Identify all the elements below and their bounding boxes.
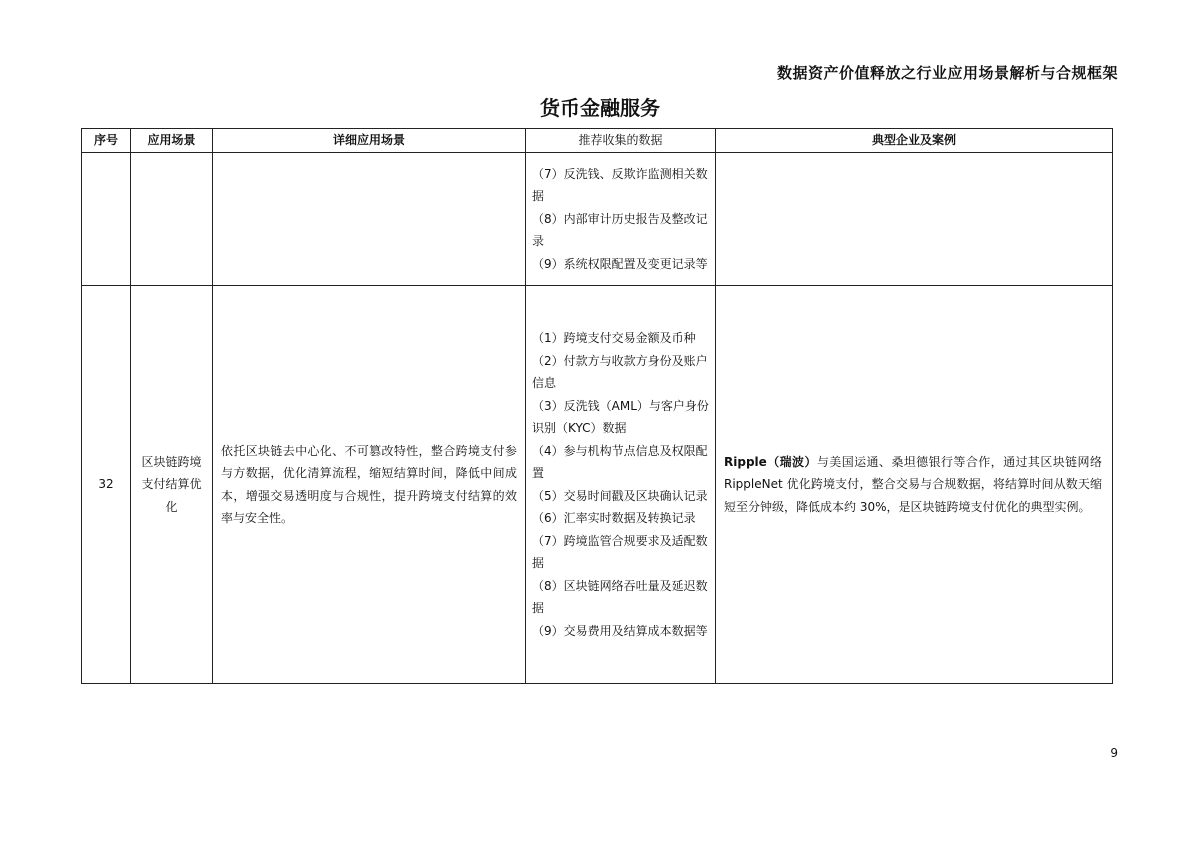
data-item: （5）交易时间戳及区块确认记录 [532,488,708,503]
case-description: 与美国运通、桑坦德银行等合作，通过其区块链网络 RippleNet 优化跨境支付，整合交易与合规数据，将结算时间从数天缩短至分钟级，降低成本约 30%，是区块链跨境支付优化的典型实例。 [724,454,1102,514]
data-item: （2）付款方与收款方身份及账户信息 [532,353,708,390]
page-number: 9 [1110,746,1118,760]
data-item: （4）参与机构节点信息及权限配置 [532,443,708,480]
table-row [82,286,1113,684]
data-item: （7）跨境监管合规要求及适配数据 [532,533,708,570]
detail-cell: 依托区块链去中心化、不可篡改特性，整合跨境支付参与方数据，优化清算流程，缩短结算时间，降低中间成本，增强交易透明度与合规性，提升跨境支付结算的效率与安全性。 [213,286,526,684]
data-item: （1）跨境支付交易金额及币种 [532,331,696,345]
table-row [82,153,1113,286]
column-header-case: 典型企业及案例 [716,129,1113,153]
data-item: （6）汇率实时数据及转换记录 [532,511,696,525]
data-item: （8）区块链网络吞吐量及延迟数据 [532,578,708,615]
data-item: （7）反洗钱、反欺诈监测相关数据 [532,166,708,204]
column-header-number: 序号 [82,129,131,153]
industry-scenario-table [81,128,1113,684]
data-item: （3）反洗钱（AML）与客户身份识别（KYC）数据 [532,398,709,435]
data-cell [526,286,716,684]
detail-cell [213,153,526,286]
row-number-cell [82,153,131,286]
section-title: 货币金融服务 [540,96,660,120]
data-item: （8）内部审计历史报告及整改记录 [532,211,708,249]
document-header-title: 数据资产价值释放之行业应用场景解析与合规框架 [776,64,1118,82]
scene-cell: 区块链跨境支付结算优化 [131,286,213,684]
data-cell [526,153,716,286]
column-header-scene: 应用场景 [131,129,213,153]
row-number-cell: 32 [82,286,131,684]
case-company-name: Ripple（瑞波） [724,454,817,469]
scene-cell [131,153,213,286]
case-cell [716,286,1113,684]
case-cell [716,153,1113,286]
data-item: （9）系统权限配置及变更记录等 [532,256,708,271]
data-item: （9）交易费用及结算成本数据等 [532,623,708,638]
column-header-detail: 详细应用场景 [213,129,526,153]
table-header-row [82,129,1113,153]
column-header-data: 推荐收集的数据 [526,129,716,153]
